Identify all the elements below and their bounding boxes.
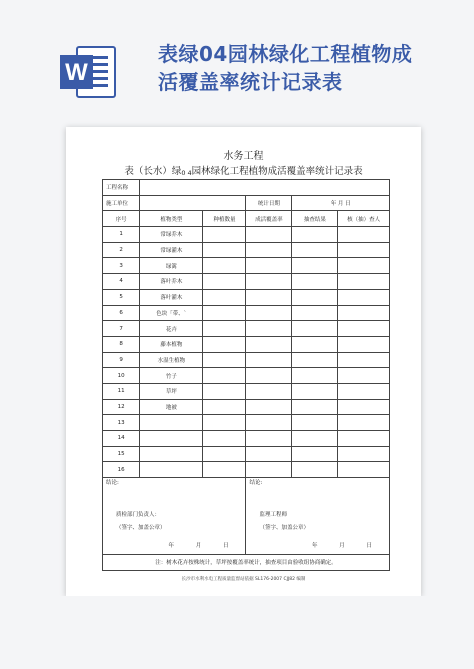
survival-rate-cell[interactable]	[246, 274, 292, 290]
table-row	[103, 305, 390, 321]
check-result-cell[interactable]	[292, 462, 338, 478]
row-number: 1	[103, 227, 140, 243]
survival-rate-cell[interactable]	[246, 383, 292, 399]
checker-cell[interactable]	[338, 242, 390, 258]
plant-type	[140, 415, 203, 431]
table-row	[103, 415, 390, 431]
survival-rate-cell[interactable]	[246, 446, 292, 462]
planting-qty-cell[interactable]	[203, 462, 246, 478]
col-header-no: 序号	[103, 211, 140, 227]
table-row	[103, 289, 390, 305]
table-row	[103, 446, 390, 462]
survival-rate-cell[interactable]	[246, 242, 292, 258]
table-row	[103, 383, 390, 399]
left-date: 年 月 日	[168, 543, 239, 550]
table-row	[103, 462, 390, 478]
plant-type	[140, 462, 203, 478]
table-row	[103, 336, 390, 352]
row-number: 6	[103, 305, 140, 321]
row-number: 10	[103, 368, 140, 384]
title-line-2: 活覆盖率统计记录表	[158, 70, 343, 94]
survival-rate-cell[interactable]	[246, 431, 292, 447]
planting-qty-cell[interactable]	[203, 242, 246, 258]
survival-rate-cell[interactable]	[246, 258, 292, 274]
row-number: 5	[103, 289, 140, 305]
column-header-row	[103, 211, 390, 227]
checker-cell[interactable]	[338, 274, 390, 290]
checker-cell[interactable]	[338, 431, 390, 447]
document-page	[66, 127, 421, 596]
stat-date-label: 统计日期	[246, 195, 292, 211]
doc-subtitle	[66, 163, 421, 177]
table-row	[103, 399, 390, 415]
doc-heading: 水务工程	[223, 151, 264, 162]
row-number: 16	[103, 462, 140, 478]
table-row	[103, 368, 390, 384]
planting-qty-cell[interactable]	[203, 289, 246, 305]
planting-qty-cell[interactable]	[203, 383, 246, 399]
table-row	[103, 274, 390, 290]
planting-qty-cell[interactable]	[203, 305, 246, 321]
checker-cell[interactable]	[338, 368, 390, 384]
svg-text:W: W	[65, 59, 88, 86]
supervisor-label: 监理工程师	[259, 512, 287, 519]
plant-type: 常绿灌木	[140, 242, 203, 258]
survival-rate-cell[interactable]	[246, 399, 292, 415]
checker-cell[interactable]	[338, 305, 390, 321]
project-row	[103, 180, 390, 196]
left-conclusion-label: 结论:	[106, 480, 119, 487]
row-number: 14	[103, 431, 140, 447]
contractor-label: 施工单位	[103, 195, 140, 211]
table-body	[103, 227, 390, 478]
check-result-cell[interactable]	[292, 336, 338, 352]
planting-qty-cell[interactable]	[203, 399, 246, 415]
table-row	[103, 321, 390, 337]
checker-cell[interactable]	[338, 321, 390, 337]
checker-cell[interactable]	[338, 462, 390, 478]
planting-qty-cell[interactable]	[203, 336, 246, 352]
row-number: 9	[103, 352, 140, 368]
checker-cell[interactable]	[338, 352, 390, 368]
right-stamp-note: （签字、加盖公章）	[259, 525, 309, 532]
plant-type: 花卉	[140, 321, 203, 337]
plant-type: 草坪	[140, 383, 203, 399]
col-header-result: 抽查结果	[292, 211, 338, 227]
planting-qty-cell[interactable]	[203, 368, 246, 384]
contractor-row	[103, 195, 390, 211]
plant-type: 竹子	[140, 368, 203, 384]
checker-cell[interactable]	[338, 258, 390, 274]
survival-rate-cell[interactable]	[246, 289, 292, 305]
row-number: 4	[103, 274, 140, 290]
survival-rate-cell[interactable]	[246, 321, 292, 337]
row-number: 7	[103, 321, 140, 337]
check-result-cell[interactable]	[292, 415, 338, 431]
checker-cell[interactable]	[338, 383, 390, 399]
record-table	[102, 179, 390, 571]
plant-type: 落叶乔木	[140, 274, 203, 290]
check-result-cell[interactable]	[292, 274, 338, 290]
check-result-cell[interactable]	[292, 352, 338, 368]
signature-row	[103, 478, 390, 555]
project-name-label: 工程名称	[103, 180, 140, 196]
col-header-checker: 核（抽）查人	[338, 211, 390, 227]
contractor-field[interactable]	[140, 195, 246, 211]
planting-qty-cell[interactable]	[203, 274, 246, 290]
note-text: 注：树木花卉按株统计，草坪按覆盖率统计，抽查项目由验收组协商确定。	[103, 555, 390, 571]
table-row	[103, 242, 390, 258]
planting-qty-cell[interactable]	[203, 352, 246, 368]
checker-cell[interactable]	[338, 415, 390, 431]
planting-qty-cell[interactable]	[203, 415, 246, 431]
table-row	[103, 431, 390, 447]
plant-type	[140, 431, 203, 447]
check-result-cell[interactable]	[292, 258, 338, 274]
plant-type: 常绿乔木	[140, 227, 203, 243]
survival-rate-cell[interactable]	[246, 227, 292, 243]
check-result-cell[interactable]	[292, 289, 338, 305]
title-line-1: 表绿04园林绿化工程植物成	[158, 42, 413, 66]
check-result-cell[interactable]	[292, 446, 338, 462]
word-doc-icon	[57, 41, 119, 103]
plant-type: 绿篱	[140, 258, 203, 274]
checker-cell[interactable]	[338, 399, 390, 415]
planting-qty-cell[interactable]	[203, 321, 246, 337]
footer-source: 长沙市水利水电工程质量监督站依据 SL176-2007 CJJ82 编制	[181, 577, 306, 582]
right-date: 年 月 日	[312, 543, 382, 550]
check-result-cell[interactable]	[292, 321, 338, 337]
plant-type: 藤本植物	[140, 336, 203, 352]
right-conclusion-label: 结论:	[249, 480, 263, 487]
check-result-cell[interactable]	[292, 305, 338, 321]
subtitle-code: 0 4	[181, 169, 192, 177]
header-banner	[0, 0, 474, 120]
table-row	[103, 258, 390, 274]
checker-cell[interactable]	[338, 227, 390, 243]
survival-rate-cell[interactable]	[246, 305, 292, 321]
row-number: 15	[103, 446, 140, 462]
check-result-cell[interactable]	[292, 399, 338, 415]
document-title	[158, 40, 458, 96]
left-signature-cell[interactable]	[103, 478, 246, 555]
check-result-cell[interactable]	[292, 431, 338, 447]
survival-rate-cell[interactable]	[246, 462, 292, 478]
left-stamp-note: （签字、加盖公章）	[116, 525, 166, 532]
survival-rate-cell[interactable]	[246, 336, 292, 352]
row-number: 11	[103, 383, 140, 399]
planting-qty-cell[interactable]	[203, 227, 246, 243]
stat-date-field[interactable]: 年 月 日	[292, 195, 390, 211]
row-number: 13	[103, 415, 140, 431]
col-header-rate: 成活覆盖率	[246, 211, 292, 227]
row-number: 12	[103, 399, 140, 415]
qc-head-label: 质检部门负责人：	[116, 512, 161, 519]
table-row	[103, 352, 390, 368]
checker-cell[interactable]	[338, 446, 390, 462]
planting-qty-cell[interactable]	[203, 258, 246, 274]
col-header-qty: 种植数量	[203, 211, 246, 227]
row-number: 2	[103, 242, 140, 258]
survival-rate-cell[interactable]	[246, 352, 292, 368]
check-result-cell[interactable]	[292, 227, 338, 243]
col-header-type: 植物类型	[140, 211, 203, 227]
checker-cell[interactable]	[338, 336, 390, 352]
check-result-cell[interactable]	[292, 242, 338, 258]
survival-rate-cell[interactable]	[246, 368, 292, 384]
plant-type: 落叶灌木	[140, 289, 203, 305]
check-result-cell[interactable]	[292, 368, 338, 384]
right-signature-cell[interactable]	[246, 478, 390, 555]
plant-type: 地被	[140, 399, 203, 415]
bottom-band	[0, 596, 474, 669]
subtitle-prefix: 表（长水）绿	[124, 166, 182, 177]
plant-type: 色块「带、`	[140, 305, 203, 321]
plant-type	[140, 446, 203, 462]
survival-rate-cell[interactable]	[246, 415, 292, 431]
table-row	[103, 227, 390, 243]
check-result-cell[interactable]	[292, 383, 338, 399]
planting-qty-cell[interactable]	[203, 431, 246, 447]
row-number: 8	[103, 336, 140, 352]
subtitle-main: 园林绿化工程植物成活覆盖率统计记录表	[191, 166, 363, 177]
row-number: 3	[103, 258, 140, 274]
planting-qty-cell[interactable]	[203, 446, 246, 462]
checker-cell[interactable]	[338, 289, 390, 305]
note-row	[103, 555, 390, 571]
project-name-field[interactable]	[140, 180, 390, 196]
plant-type: 水湿生植物	[140, 352, 203, 368]
